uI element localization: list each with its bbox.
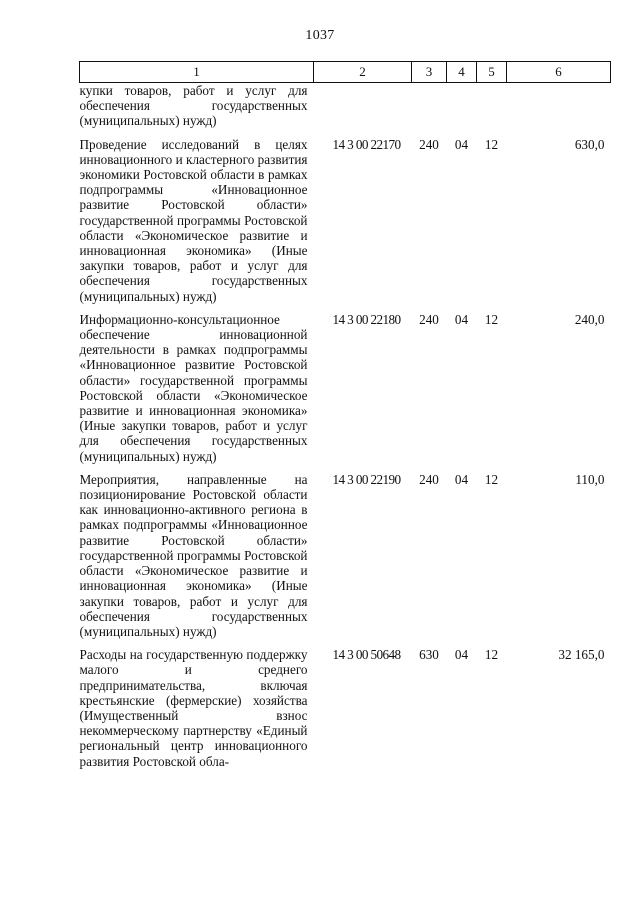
row-amount: 630,0: [574, 136, 605, 152]
row-description: Информационно-консультационное обеспечение инновационной деятельности в рамках подпрограммы «Инновационное развитие Ростовской области» государственной программы Ростовской области «Экономическое развитие и инновационная экономика» (Иные закупки товаров, работ и услуг для обеспечения государственных (муниципальных) нужд): [79, 311, 308, 464]
header-row: [80, 62, 611, 83]
header-col-4: 4: [447, 62, 477, 83]
row-section: 04: [454, 647, 469, 663]
row-subsection: 12: [484, 311, 499, 327]
header-col-2: 2: [314, 62, 412, 83]
row-description: Мероприятия, направленные на позиционирование Ростовской области как инновационно-активного региона в рамках подпрограммы «Инновационное развитие Ростовской области» государственной программы Ростовской области «Экономическое развитие и инновационная экономика» (Иные закупки товаров, работ и услуг для обеспечения государственных (муниципальных) нужд): [79, 471, 308, 639]
row-target-code: 14 3 00 22190: [332, 471, 401, 487]
header-col-1: 1: [80, 62, 314, 83]
row-subsection: 12: [484, 471, 499, 487]
page-number: 1037: [305, 28, 335, 43]
continuation-row: [80, 83, 611, 137]
row-section: 04: [454, 136, 469, 152]
table-body: [80, 83, 611, 777]
table-row: [80, 472, 611, 647]
header-col-3: 3: [412, 62, 447, 83]
row-section: 04: [454, 471, 469, 487]
table-header: [80, 62, 611, 83]
table-row: [80, 312, 611, 472]
row-expense-type: 240: [419, 136, 439, 152]
row-description: Расходы на государственную поддержку малого и среднего предпринимательства, включая крестьянские (фермерские) хозяйства (Имущественный взнос некоммерческому партнерству «Единый региональный центр инновационного развития Ростовской обла-: [79, 647, 308, 769]
row-amount: 240,0: [574, 311, 605, 327]
row-target-code: 14 3 00 22180: [332, 311, 401, 327]
row-section: 04: [454, 311, 469, 327]
row-description: Проведение исследований в целях инновационного и кластерного развития экономики Ростовской области в рамках подпрограммы «Инновационное развитие Ростовской области» государственной программы Ростовской области «Экономическое развитие и инновационная экономика» (Иные закупки товаров, работ и услуг для обеспечения государственных (муниципальных) нужд): [79, 136, 308, 304]
header-col-6: 6: [507, 62, 611, 83]
row-amount: 110,0: [575, 471, 605, 487]
continuation-description: купки товаров, работ и услуг для обеспечения государственных (муниципальных) нужд): [79, 83, 308, 129]
row-target-code: 14 3 00 50648: [332, 647, 401, 663]
row-subsection: 12: [484, 136, 499, 152]
row-expense-type: 240: [419, 471, 439, 487]
row-target-code: 14 3 00 22170: [332, 136, 401, 152]
row-expense-type: 240: [419, 311, 439, 327]
row-expense-type: 630: [419, 647, 439, 663]
row-subsection: 12: [484, 647, 499, 663]
table-row: [80, 647, 611, 777]
table-row: [80, 137, 611, 312]
header-col-5: 5: [477, 62, 507, 83]
row-amount: 32 165,0: [558, 647, 605, 663]
budget-table: [79, 61, 611, 777]
